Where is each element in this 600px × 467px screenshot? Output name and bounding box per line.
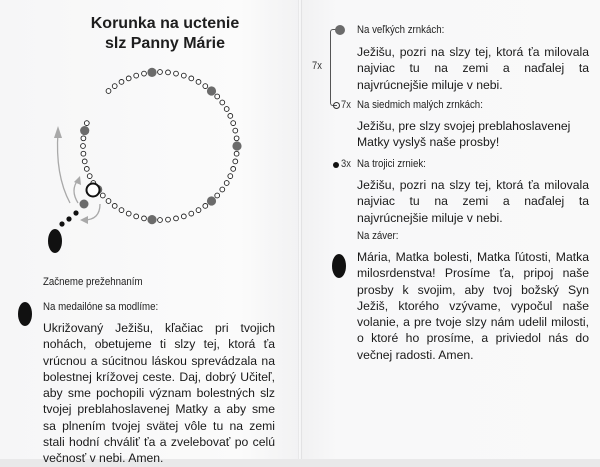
direction-arrows-icon [54, 126, 100, 224]
title-line-2: slz Panny Márie [104, 35, 226, 52]
large-bead-icon [335, 25, 345, 35]
small-beads-count: 7x [341, 99, 351, 111]
large-beads-label: Na veľkých zrnkách: [357, 24, 445, 36]
trinity-beads-prayer: Ježišu, pozri na slzy tej, ktorá ťa milovala najviac tu na zemi a naďalej ta najvrúcnejšie miluje v nebi. [357, 178, 589, 225]
repeat-bracket [330, 29, 337, 106]
medallion-label: Na medailóne sa modlíme: [43, 301, 159, 313]
trinity-beads-label: Na trojici zrniek: [357, 158, 426, 170]
small-bead-icon [333, 102, 340, 109]
bracket-count: 7x [312, 60, 322, 72]
small-beads-label: Na siedmich malých zrnkách: [357, 99, 483, 111]
start-bead-icon [87, 184, 100, 197]
closing-prayer: Mária, Matka bolesti, Matka ľútosti, Matka milosrdenstva! Prosíme ťa, pripoj naše prosby k svojim, aby tvoj božský Syn Ježiš, ktorého vzývame, vypočul naše volanie, a pre tvoje slzy nám udelil milosti, o ktoré ho prosíme, a priviedol nás do večnej radosti. Amen. [357, 250, 589, 362]
medallion-bullet-icon [18, 302, 32, 326]
small-beads-prayer: Ježišu, pre slzy svojej preblahoslavenej Matky vyslyš naše prosby! [357, 119, 571, 150]
closing-label: Na záver: [357, 230, 399, 242]
title-line-1: Korunka na uctenie [90, 15, 240, 32]
intro-label: Začneme prežehnaním [43, 276, 143, 288]
medallion-icon [48, 229, 62, 253]
rosary-diagram-icon [0, 50, 300, 260]
page-title [50, 14, 280, 54]
trinity-bead-icon [333, 162, 339, 168]
trinity-beads-count: 3x [341, 158, 351, 170]
closing-bullet-icon [332, 254, 346, 278]
large-beads-prayer: Ježišu, pozri na slzy tej, ktorá ťa milovala najviac tu na zemi a naďalej ta najvrúcnejšie miluje v nebi. [357, 45, 589, 92]
medallion-prayer: Ukrižovaný Ježišu, kľačiac pri tvojich nohách, obetujeme ti slzy tej, ktorá ťa vrúcnou a súcitnou láskou sprevádzala na bolestnej krížovej ceste. Daj, dobrý Učiteľ, aby sme pochopili význam bolestných slz tvojej preblahoslavenej Matky a aby sme sa plnením tvojej svätej vôle tu na zemi stali hodní chváliť ťa a zvelebovať po celú večnosť v nebi. Amen. [43, 321, 275, 466]
